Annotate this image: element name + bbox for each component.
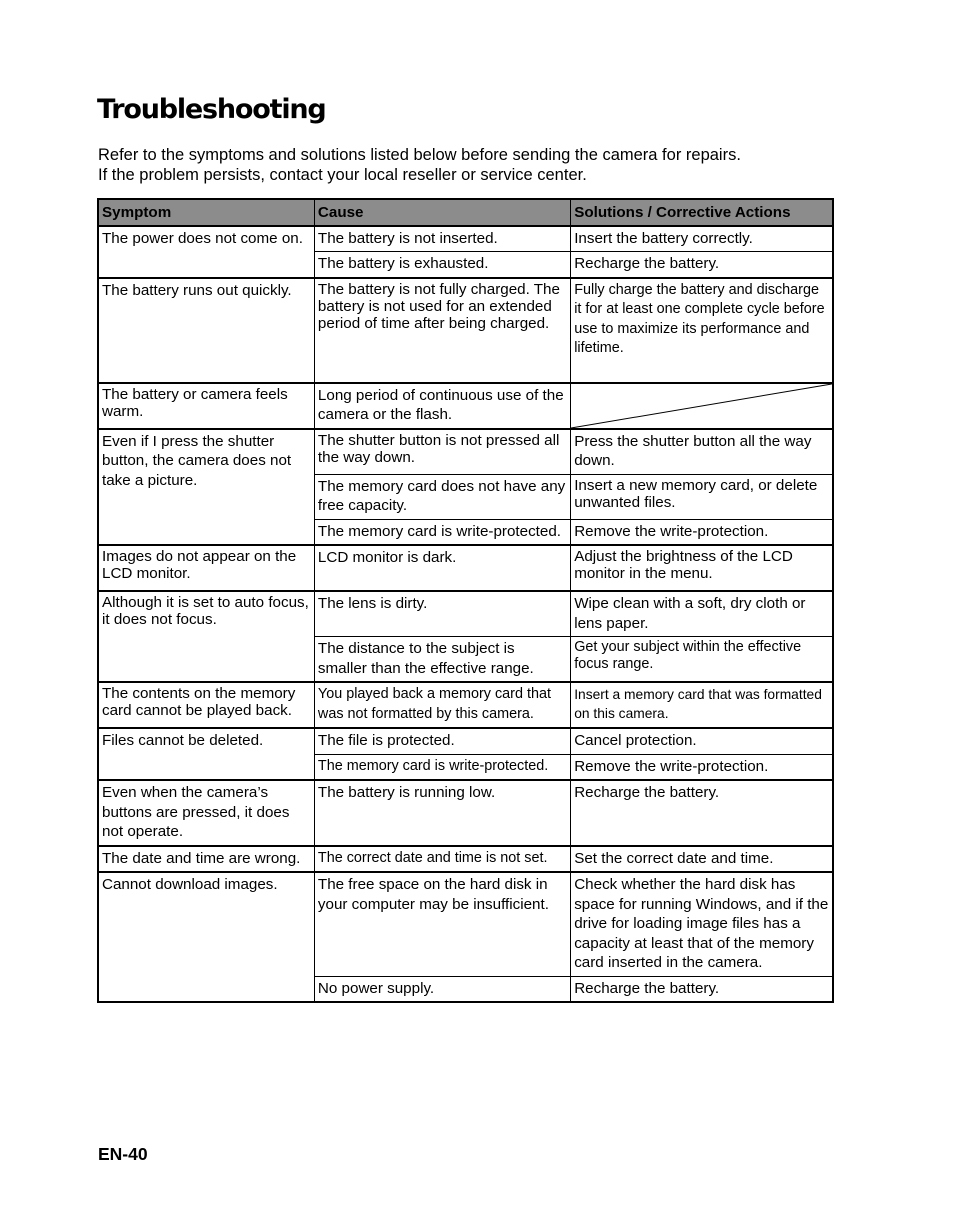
cause-cell: The lens is dirty. bbox=[314, 591, 570, 637]
intro-paragraph bbox=[98, 146, 858, 185]
cause-cell: The file is protected. bbox=[314, 728, 570, 754]
solution-cell: Cancel protection. bbox=[571, 728, 833, 754]
table-row bbox=[98, 591, 833, 637]
symptom-cell: Files cannot be deleted. bbox=[98, 728, 314, 780]
table-row bbox=[98, 728, 833, 754]
diagonal-slash bbox=[571, 384, 832, 428]
solution-cell: Recharge the battery. bbox=[571, 252, 833, 278]
symptom-cell: The power does not come on. bbox=[98, 226, 314, 278]
cause-cell: The battery is not inserted. bbox=[314, 226, 570, 252]
page-title: Troubleshooting bbox=[97, 94, 326, 125]
table-row bbox=[98, 682, 833, 728]
table-row bbox=[98, 872, 833, 976]
symptom-cell: Even when the camera’s buttons are pressed, it does not operate. bbox=[98, 780, 314, 846]
table-header-row bbox=[98, 199, 833, 226]
solution-cell: Insert a memory card that was formatted on this camera. bbox=[571, 682, 833, 728]
cause-cell: The memory card is write-protected. bbox=[314, 754, 570, 780]
solution-cell: Press the shutter button all the way down. bbox=[571, 429, 833, 475]
solution-cell: Adjust the brightness of the LCD monitor in the menu. bbox=[571, 545, 833, 591]
cause-cell: No power supply. bbox=[314, 976, 570, 1002]
solution-cell: Remove the write-protection. bbox=[571, 519, 833, 545]
solution-cell: Remove the write-protection. bbox=[571, 754, 833, 780]
header-cause: Cause bbox=[314, 199, 570, 226]
cause-cell: The memory card does not have any free capacity. bbox=[314, 474, 570, 519]
table-row bbox=[98, 846, 833, 873]
cause-cell: Long period of continuous use of the camera or the flash. bbox=[314, 383, 570, 429]
cause-cell: The shutter button is not pressed all the way down. bbox=[314, 429, 570, 475]
solution-cell: Insert the battery correctly. bbox=[571, 226, 833, 252]
solution-cell: Get your subject within the effective focus range. bbox=[571, 637, 833, 683]
cause-cell: The memory card is write-protected. bbox=[314, 519, 570, 545]
table-row bbox=[98, 226, 833, 252]
symptom-cell: Cannot download images. bbox=[98, 872, 314, 1002]
page-number: EN-40 bbox=[98, 1144, 148, 1164]
solution-cell: Wipe clean with a soft, dry cloth or lens paper. bbox=[571, 591, 833, 637]
cause-cell: LCD monitor is dark. bbox=[314, 545, 570, 591]
solution-cell: Set the correct date and time. bbox=[571, 846, 833, 873]
symptom-cell: The battery runs out quickly. bbox=[98, 278, 314, 383]
cause-cell: The correct date and time is not set. bbox=[314, 846, 570, 873]
symptom-cell: The contents on the memory card cannot be played back. bbox=[98, 682, 314, 728]
symptom-cell: Although it is set to auto focus, it does not focus. bbox=[98, 591, 314, 682]
symptom-cell: The battery or camera feels warm. bbox=[98, 383, 314, 429]
header-symptom: Symptom bbox=[98, 199, 314, 226]
cause-cell: The free space on the hard disk in your computer may be insufficient. bbox=[314, 872, 570, 976]
cause-cell: The distance to the subject is smaller than the effective range. bbox=[314, 637, 570, 683]
table-row bbox=[98, 545, 833, 591]
symptom-cell: Even if I press the shutter button, the camera does not take a picture. bbox=[98, 429, 314, 546]
symptom-cell: Images do not appear on the LCD monitor. bbox=[98, 545, 314, 591]
table-row bbox=[98, 429, 833, 475]
table-row bbox=[98, 383, 833, 429]
troubleshooting-table bbox=[97, 198, 834, 1003]
cause-cell: The battery is running low. bbox=[314, 780, 570, 846]
header-solution: Solutions / Corrective Actions bbox=[571, 199, 833, 226]
table-row bbox=[98, 780, 833, 846]
solution-cell: Check whether the hard disk has space for running Windows, and if the drive for loading image files has a capacity at least that of the memory card inserted in the camera. bbox=[571, 872, 833, 976]
cause-cell: You played back a memory card that was not formatted by this camera. bbox=[314, 682, 570, 728]
intro-line-1: Refer to the symptoms and solutions listed below before sending the camera for repairs. bbox=[98, 146, 741, 164]
solution-cell: Recharge the battery. bbox=[571, 780, 833, 846]
empty-solution-cell bbox=[571, 383, 833, 429]
solution-cell: Insert a new memory card, or delete unwanted files. bbox=[571, 474, 833, 519]
solution-cell: Fully charge the battery and discharge it for at least one complete cycle before use to maximize its performance and lifetime. bbox=[571, 278, 833, 383]
intro-line-2: If the problem persists, contact your local reseller or service center. bbox=[98, 165, 587, 184]
symptom-cell: The date and time are wrong. bbox=[98, 846, 314, 873]
solution-cell: Recharge the battery. bbox=[571, 976, 833, 1002]
cause-cell: The battery is exhausted. bbox=[314, 252, 570, 278]
table-row bbox=[98, 278, 833, 383]
cause-cell: The battery is not fully charged. The battery is not used for an extended period of time after being charged. bbox=[314, 278, 570, 383]
